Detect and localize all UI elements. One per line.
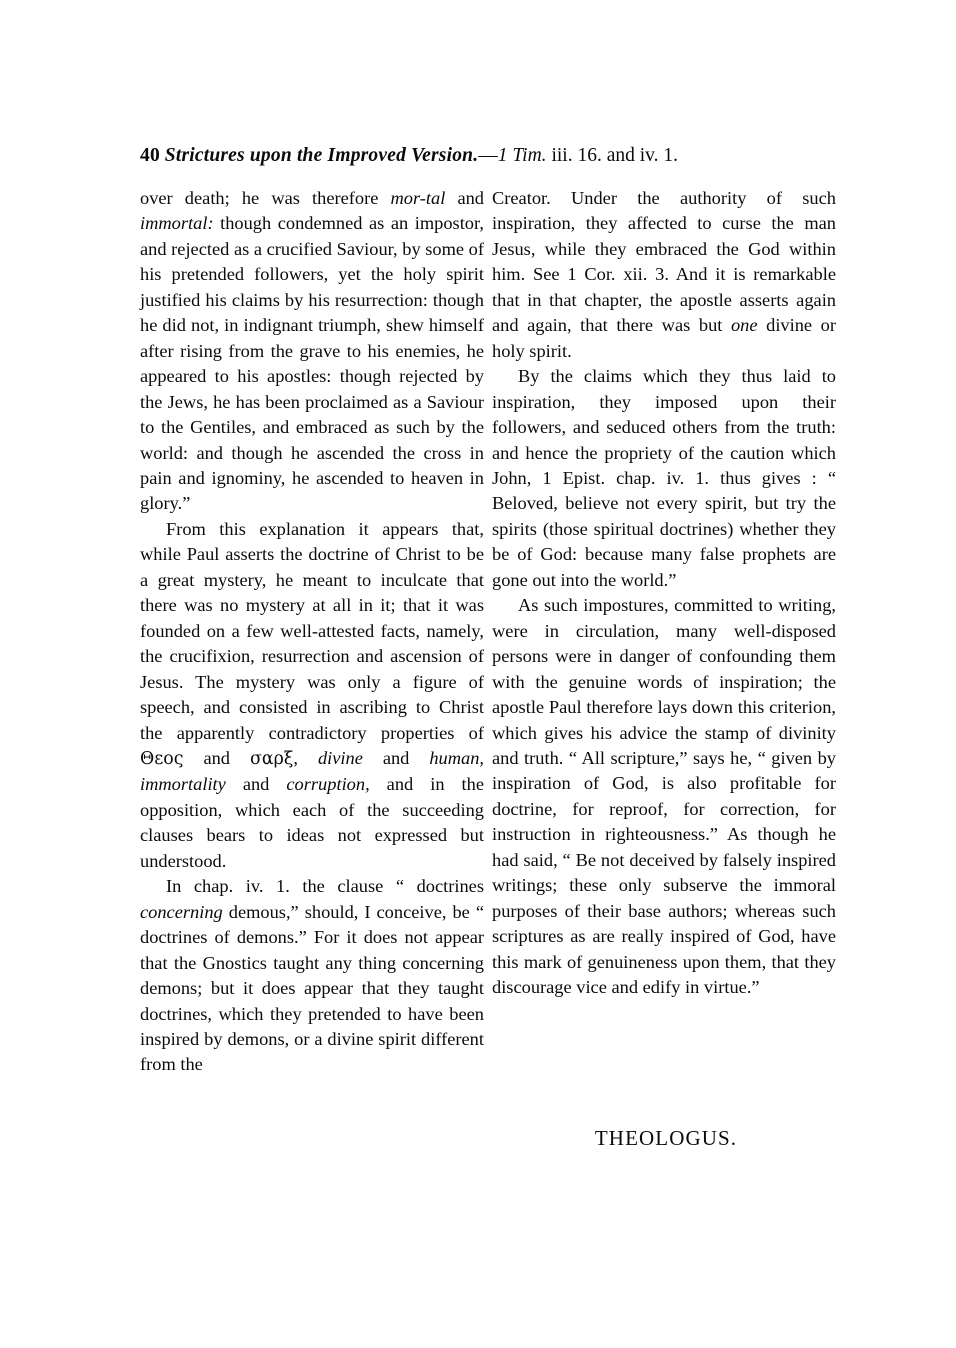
paragraph: [140, 517, 484, 874]
paragraph: [140, 186, 484, 517]
body-text: and: [445, 188, 484, 208]
running-head: [140, 145, 840, 166]
running-head-reference-book: 1 Tim.: [497, 145, 547, 166]
paragraph: [492, 364, 836, 593]
emphasis-text: corruption,: [286, 774, 370, 795]
body-text: over death; he was therefore: [140, 188, 391, 208]
body-text: and: [225, 774, 287, 795]
emphasis-text: concerning: [140, 901, 223, 922]
emphasis-text: human, immortality: [140, 747, 485, 795]
emphasis-text: one: [730, 315, 758, 336]
emphasis-text: divine: [317, 747, 363, 768]
running-head-reference-verses: iii. 16. and iv. 1.: [546, 145, 678, 166]
body-text: By the claims which they thus laid to inspiration, they imposed upon their followers, and seduced others from the truth: and hence the propriety of the caution which John, 1 Epist. chap. iv. 1. thus gives : “ Beloved, believe not every spirit, but try the spirits (those spiritual doctrines) whether they be of God: because many false prophets are gone out into the world.”: [492, 366, 836, 590]
page-folio-number: 40: [140, 145, 160, 166]
author-signature: THEOLOGUS.: [594, 1126, 738, 1150]
body-text: demous,” should, I conceive, be “ doctrines of demons.” For it does not appear that the Gnostics taught any thing concerning demons; but it does appear that they taught doctrines, which they pretended to have been inspired by demons, or a divine spirit different from the: [140, 901, 484, 1075]
paragraph: [140, 874, 484, 1078]
paragraph: [492, 186, 836, 364]
body-text: and: [362, 747, 430, 768]
body-text: Creator. Under the authority of such inspiration, they affected to curse the man Jesus, while they embraced the God within him. See 1 Cor. xii. 3. And it is remarkable that in that chapter, the apostle asserts again and again, that there was but: [492, 188, 836, 336]
body-text: In chap. iv. 1. the clause “ doctrines: [166, 876, 484, 897]
body-text: As such impostures, committed to writing, were in circulation, many well-disposed persons were in danger of confounding them with the genuine words of inspiration; the apostle Paul therefore lays down this criterion, which gives his advice the stamp of divinity and truth. “ All scripture,” says he, “ given by inspiration of God, is also profitable for doctrine, for reproof, for correction, for instruction in righteousness.” As though he had said, “ Be not deceived by falsely inspired writings; these only subserve the immoral purposes of their base authors; whereas such scriptures as are really inspired of God, have this mark of genuineness upon them, that they discourage vice and edify in virtue.”: [492, 595, 836, 998]
greek-word: Θεος: [140, 748, 184, 769]
body-text: and in the opposition, which each of the succeeding clauses bears to ideas not expressed but understood.: [140, 774, 484, 871]
body-text: divine or holy spirit.: [492, 315, 837, 361]
paragraph: [492, 593, 836, 1000]
body-columns: [140, 186, 840, 1196]
greek-word: σαρξ: [249, 748, 294, 769]
emphasis-text: tal: [425, 188, 446, 208]
body-text: though condemned as an impostor, and rejected as a crucified Saviour, by some of his pretended followers, yet the holy spirit justified his claims by his resurrection: though he did not, in indignant triumph, shew himself after rising from the grave to his enemies, he appeared to his apostles: though rejected by the Jews, he has been proclaimed as a Saviour to the Gentiles, and embraced as such by the world: and though he ascended the cross in pain and ignominy, he ascended to heaven in glory.”: [140, 213, 484, 514]
emphasis-text: mor-: [390, 188, 426, 208]
text-column-right: [492, 186, 836, 1001]
text-column-left: [140, 186, 484, 1078]
emphasis-text: immortal:: [140, 213, 214, 234]
running-head-dash: —: [478, 145, 498, 166]
running-head-title: Strictures upon the Improved Version.: [164, 145, 479, 166]
body-text: ,: [293, 747, 318, 768]
body-text: and: [183, 747, 250, 768]
body-text: From this explanation it appears that, while Paul asserts the doctrine of Christ to be a great mystery, he meant to inculcate that there was no mystery at all in it; that it was founded on a few well-attested facts, namely, the crucifixion, resurrection and ascension of Jesus. The mystery was only a figure of speech, and consisted in ascribing to Christ the apparently contradictory properties of: [140, 518, 484, 743]
